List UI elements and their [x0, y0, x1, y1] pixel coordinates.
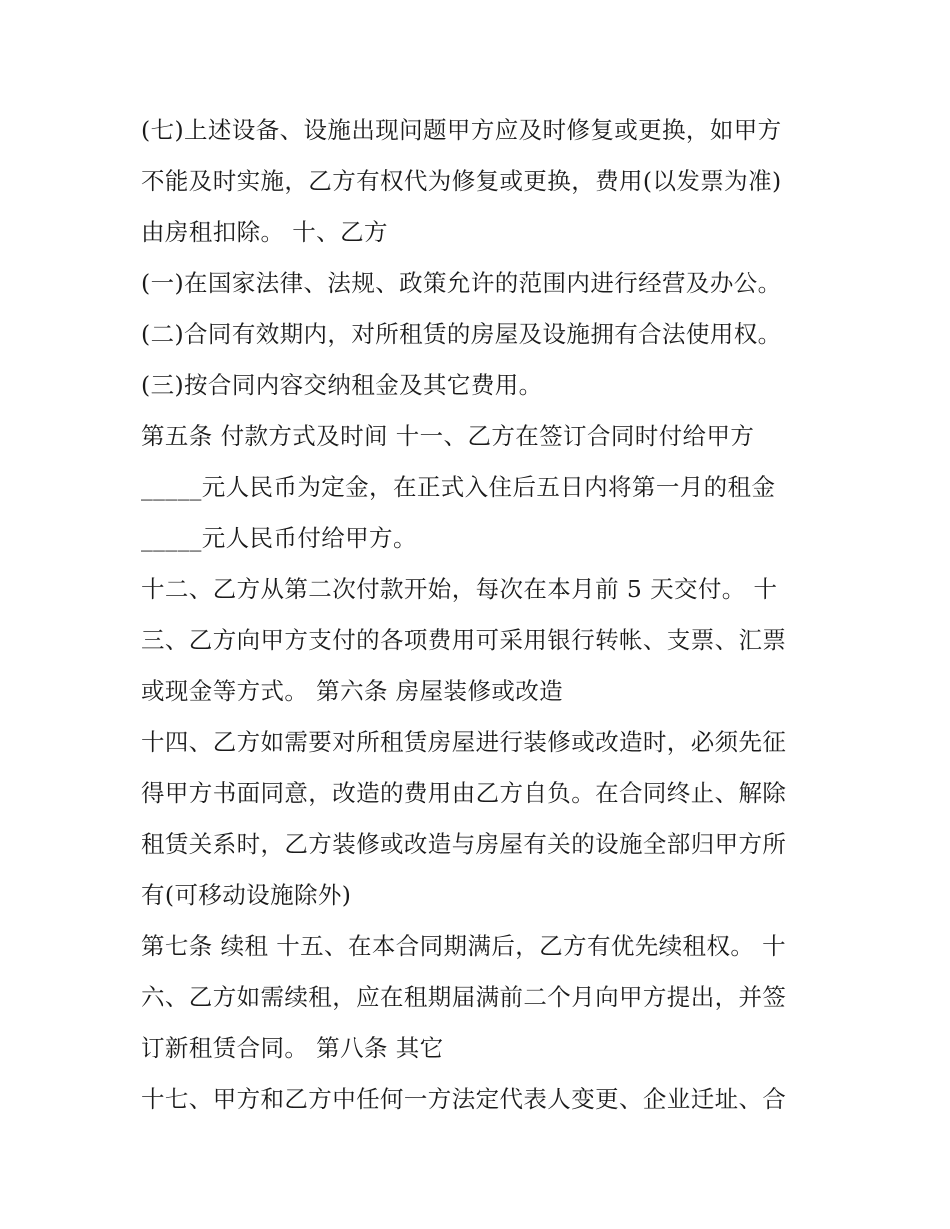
text-line: 十二、乙方从第二次付款开始，每次在本月前 5 天交付。 十	[141, 575, 778, 603]
text-line: 六、乙方如需续租，应在租期届满前二个月向甲方提出，并签	[141, 983, 787, 1011]
text-line: 订新租赁合同。 第八条 其它	[141, 1034, 444, 1062]
text-line: (一)在国家法律、法规、政策允许的范围内进行经营及办公。	[141, 269, 782, 297]
contract-body-text	[141, 105, 821, 1125]
text-line: _____元人民币付给甲方。	[141, 524, 417, 552]
text-line: 得甲方书面同意，改造的费用由乙方自负。在合同终止、解除	[141, 779, 787, 807]
text-line: 有(可移动设施除外)	[141, 881, 352, 909]
text-line: 三、乙方向甲方支付的各项费用可采用银行转帐、支票、汇票	[141, 626, 787, 654]
text-line: 租赁关系时，乙方装修或改造与房屋有关的设施全部归甲方所	[141, 830, 787, 858]
text-line: 由房租扣除。 十、乙方	[141, 218, 388, 246]
text-line: 十七、甲方和乙方中任何一方法定代表人变更、企业迁址、合	[141, 1085, 787, 1113]
text-line: 不能及时实施，乙方有权代为修复或更换，费用(以发票为准)	[141, 167, 782, 195]
text-line: _____元人民币为定金，在正式入住后五日内将第一月的租金	[141, 473, 776, 501]
text-line: 或现金等方式。 第六条 房屋装修或改造	[141, 677, 564, 705]
text-line: 第五条 付款方式及时间 十一、乙方在签订合同时付给甲方	[141, 422, 755, 450]
text-line: 十四、乙方如需要对所租赁房屋进行装修或改造时，必须先征	[141, 728, 787, 756]
text-line: (二)合同有效期内，对所租赁的房屋及设施拥有合法使用权。	[141, 320, 782, 348]
text-line: (三)按合同内容交纳租金及其它费用。	[141, 371, 543, 399]
text-line: (七)上述设备、设施出现问题甲方应及时修复或更换，如甲方	[141, 116, 782, 144]
text-line: 第七条 续租 十五、在本合同期满后，乙方有优先续租权。 十	[141, 932, 787, 960]
